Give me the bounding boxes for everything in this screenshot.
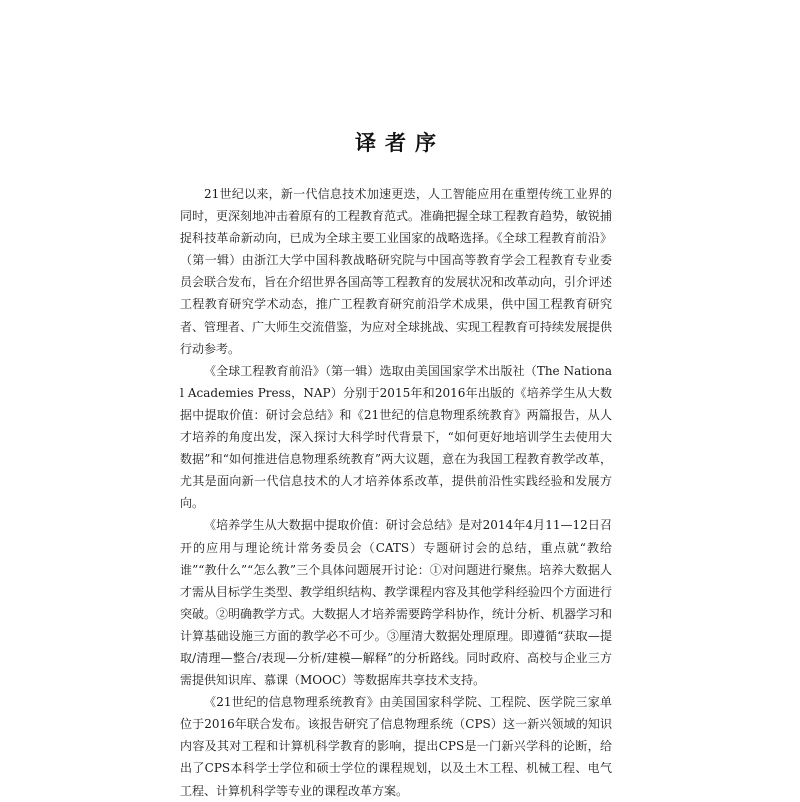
paragraph-3: 《培养学生从大数据中提取价值：研讨会总结》是对2014年4月11—12日召开的应用与理论统计常务委员会（CATS）专题研讨会的总结，重点就“教给谁”“教什么”“怎么教”三个具体问题展开讨论：①对问题进行聚焦。培养大数据人才需从目标学生类型、教学组织结构、教学课程内容及其他学科经验四个方面进行突破。②明确教学方式。大数据人才培养需要跨学科协作，统计分析、机器学习和计算基础设施三方面的教学必不可少。③厘清大数据处理原理。即遵循“获取—提取/清理—整合/表现—分析/建模—解释”的分析路线。同时政府、高校与企业三方需提供知识库、慕课（MOOC）等数据库共享技术支持。 — [180, 518, 613, 688]
body-text — [180, 183, 612, 802]
paragraph-2: 《全球工程教育前沿》（第一辑）选取由美国国家学术出版社（The National Academies Press，NAP）分别于2015年和2016年出版的《培养学生从大数据中提取价值：研讨会总结》和《21世纪的信息物理系统教育》两篇报告，从人才培养的角度出发，深入探讨大科学时代背景下，“如何更好地培训学生去使用大数据”和“如何推进信息物理系统教育”两大议题，意在为我国工程教育教学改革，尤其是面向新一代信息技术的人才培养体系改革，提供前沿性实践经验和发展方向。 — [180, 363, 612, 511]
page-title: 译者序 — [355, 131, 445, 155]
paragraph-1: 21世纪以来，新一代信息技术加速更迭，人工智能应用在重塑传统工业界的同时，更深刻地冲击着原有的工程教育范式。准确把握全球工程教育趋势，敏锐捕捉科技革命新动向，已成为全球主要工业国家的战略选择。《全球工程教育前沿》（第一辑）由浙江大学中国科教战略研究院与中国高等教育学会工程教育专业委员会联合发布，旨在介绍世界各国高等工程教育的发展状况和改革动向，引介评述工程教育研究学术动态，推广工程教育研究前沿学术成果，供中国工程教育研究者、管理者、广大师生交流借鉴，为应对全球挑战、实现工程教育可持续发展提供行动参考。 — [180, 187, 613, 356]
paragraph-4: 《21世纪的信息物理系统教育》由美国国家科学院、工程院、医学院三家单位于2016年联合发布。该报告研究了信息物理系统（CPS）这一新兴领域的知识内容及其对工程和计算机科学教育的影响，提出CPS是一门新兴学科的论断，给出了CPS本科学士学位和硕士学位的课程规划，以及土木工程、机械工程、电气工程、计算机科学等专业的课程改革方案。 — [180, 695, 612, 798]
